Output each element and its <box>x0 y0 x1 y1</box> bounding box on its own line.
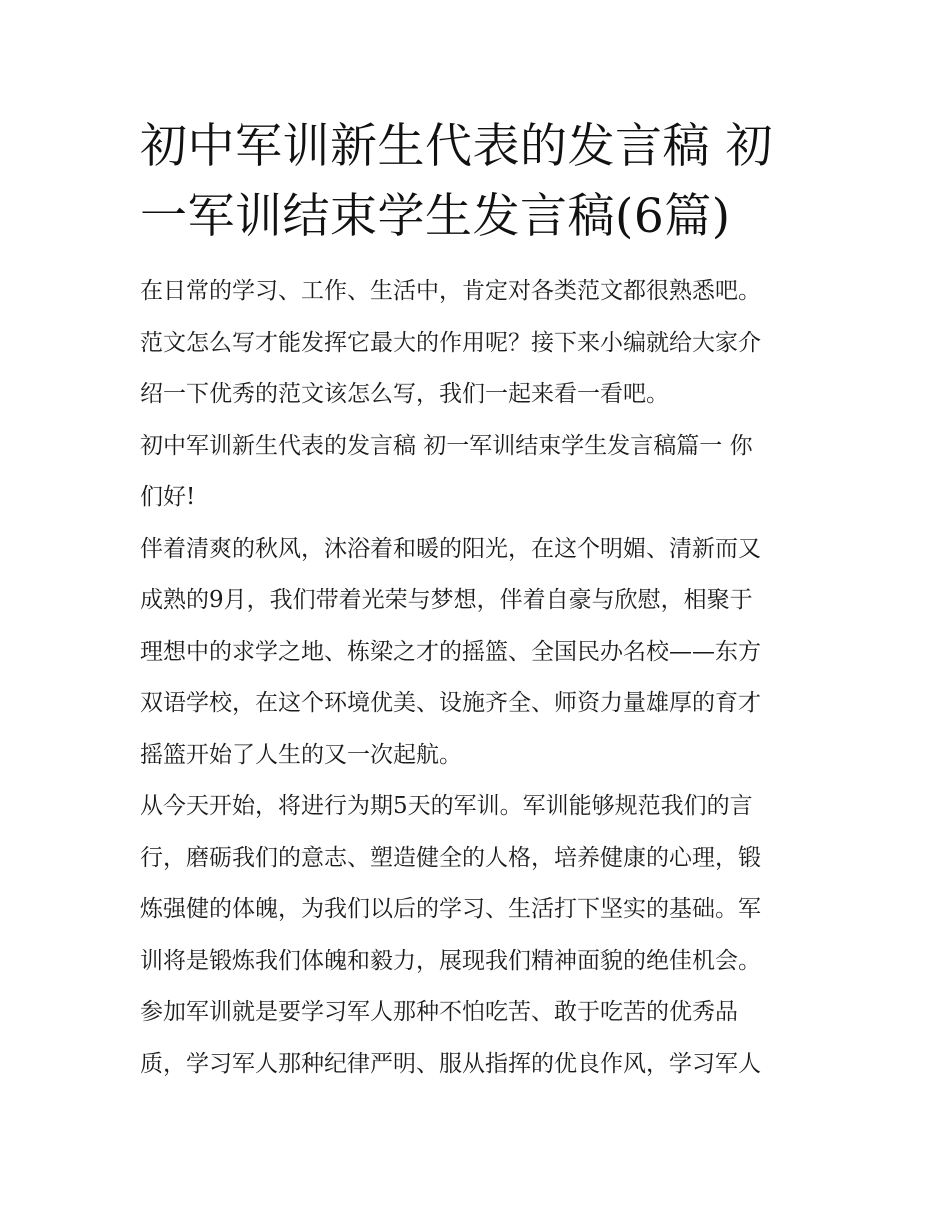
text-line: 初中军训新生代表的发言稿 初一军训结束学生发言稿篇一 你 <box>140 432 753 459</box>
text-line: 伴着清爽的秋风，沐浴着和暖的阳光，在这个明媚、清新而又 <box>140 535 761 562</box>
text-line: 范文怎么写才能发挥它最大的作用呢？接下来小编就给大家介 <box>140 329 761 356</box>
text-line: 参加军训就是要学习军人那种不怕吃苦、敢于吃苦的优秀品 <box>140 999 738 1025</box>
text-line: 从今天开始，将进行为期5天的军训。军训能够规范我们的言 <box>140 793 753 819</box>
title-line: 一军训结束学生发言稿(6篇) <box>140 189 731 244</box>
paragraph-autumn <box>140 524 820 782</box>
text-line: 理想中的求学之地、栋梁之才的摇篮、全国民办名校——东方 <box>140 638 761 665</box>
text-line: 摇篮开始了人生的又一次起航。 <box>140 741 462 768</box>
text-line: 绍一下优秀的范文该怎么写，我们一起来看一看吧。 <box>140 381 669 407</box>
text-line: 在日常的学习、工作、生活中，肯定对各类范文都很熟悉吧。 <box>140 278 761 304</box>
document-title <box>140 112 820 252</box>
text-line: 训将是锻炼我们体魄和毅力，展现我们精神面貌的绝佳机会。 <box>140 947 761 974</box>
paragraph-training <box>140 781 820 1090</box>
text-line: 质，学习军人那种纪律严明、服从指挥的优良作风，学习军人 <box>140 1050 761 1077</box>
paragraph-intro <box>140 266 820 421</box>
document-body <box>140 266 820 1090</box>
text-line: 成熟的9月，我们带着光荣与梦想，伴着自豪与欣慰，相聚于 <box>140 587 753 613</box>
document-content <box>140 112 820 1090</box>
paragraph-heading <box>140 421 820 524</box>
text-line: 炼强健的体魄，为我们以后的学习、生活打下坚实的基础。军 <box>140 896 761 922</box>
title-line: 初中军训新生代表的发言稿 初 <box>140 119 773 174</box>
text-line: 双语学校，在这个环境优美、设施齐全、师资力量雄厚的育才 <box>140 690 761 716</box>
text-line: 行，磨砺我们的意志、塑造健全的人格，培养健康的心理，锻 <box>140 844 761 871</box>
text-line: 们好! <box>140 484 196 510</box>
